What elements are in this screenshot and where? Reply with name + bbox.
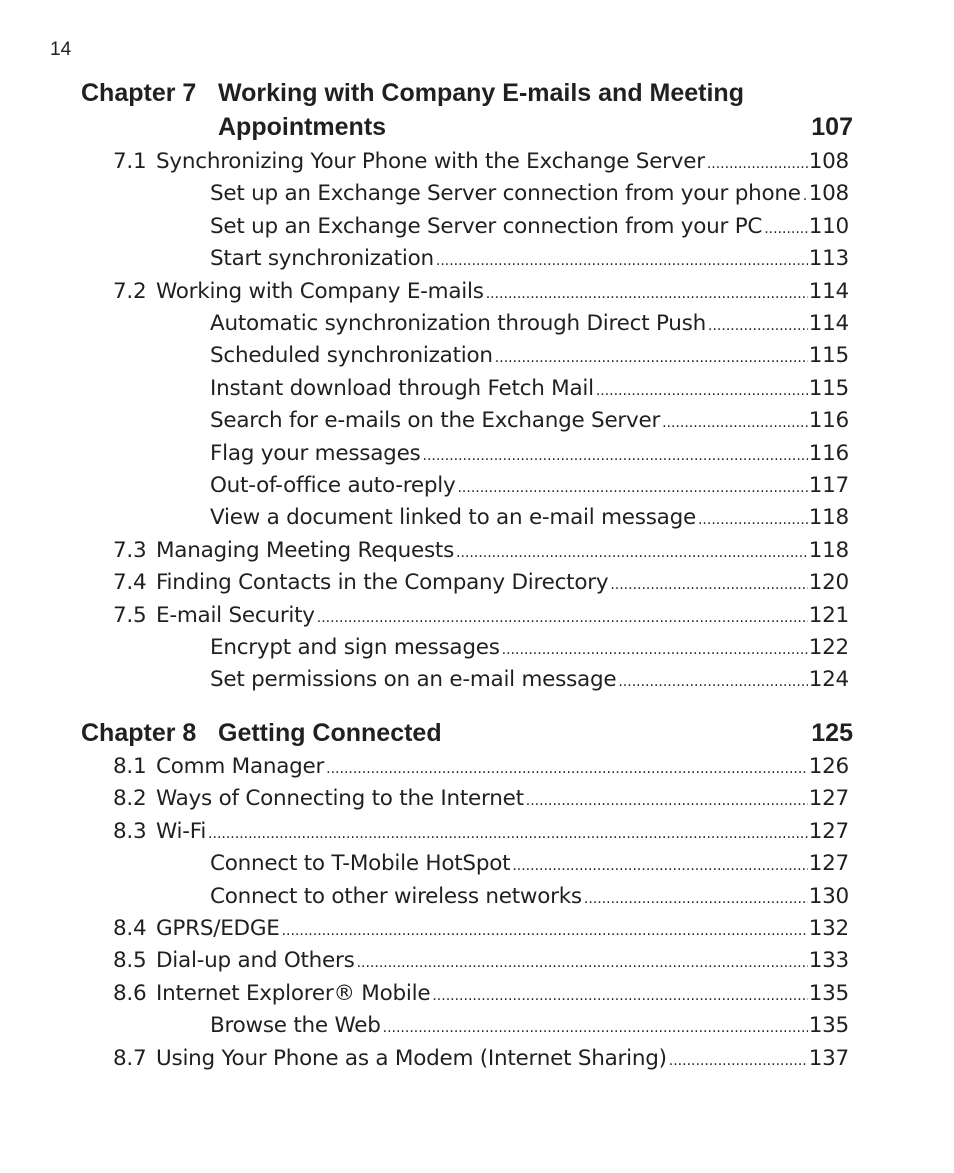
toc-entry bbox=[113, 535, 849, 567]
toc-entry-page: 127 bbox=[808, 851, 849, 877]
chapter-8-title: Getting Connected bbox=[218, 719, 442, 747]
dot-leader bbox=[383, 1012, 808, 1044]
toc-entry-page: 127 bbox=[808, 818, 849, 844]
toc-entry-page: 110 bbox=[808, 213, 849, 239]
chapter-7-number: Chapter 7 bbox=[81, 79, 197, 107]
dot-leader bbox=[708, 310, 808, 342]
chapter-8-heading bbox=[81, 716, 853, 750]
dot-leader bbox=[526, 785, 808, 817]
chapter-7-page: 107 bbox=[811, 113, 853, 141]
toc-entry-number: 7.2 bbox=[113, 278, 147, 304]
toc-entry bbox=[113, 913, 849, 945]
toc-entry-page: 122 bbox=[808, 635, 849, 660]
toc-entry-page: 118 bbox=[808, 537, 849, 563]
chapter-7-heading bbox=[81, 76, 853, 144]
dot-leader bbox=[456, 537, 808, 569]
dot-leader bbox=[357, 947, 808, 979]
toc-entry bbox=[113, 1043, 849, 1075]
dot-leader bbox=[596, 375, 808, 407]
dot-leader bbox=[208, 818, 808, 850]
toc-entry-label: Comm Manager bbox=[156, 754, 325, 779]
toc-entry-page: 113 bbox=[808, 246, 849, 272]
toc-entry-label: Flag your messages bbox=[210, 440, 421, 466]
toc-entry-label: Dial-up and Others bbox=[156, 948, 355, 974]
toc-entry-number: 7.1 bbox=[113, 149, 147, 174]
toc-entry-label: Managing Meeting Requests bbox=[156, 537, 455, 563]
toc-entry-label: Connect to other wireless networks bbox=[210, 883, 582, 909]
dot-leader bbox=[326, 753, 808, 785]
toc-entry bbox=[113, 751, 849, 783]
toc-entry bbox=[113, 276, 849, 308]
toc-entry-label: View a document linked to an e-mail message bbox=[210, 505, 696, 531]
toc-entry-page: 135 bbox=[808, 980, 849, 1006]
toc-entry bbox=[113, 978, 849, 1010]
toc-entry-page: 120 bbox=[808, 570, 849, 596]
toc-entry-page: 124 bbox=[808, 667, 849, 693]
toc-entry bbox=[210, 881, 849, 913]
toc-entry bbox=[210, 340, 849, 372]
dot-leader bbox=[436, 245, 808, 277]
toc-entry-label: Encrypt and sign messages bbox=[210, 635, 500, 660]
toc-entry-page: 137 bbox=[808, 1045, 849, 1071]
dot-leader bbox=[662, 407, 808, 439]
toc-entry bbox=[210, 405, 849, 437]
toc-entry-number: 8.2 bbox=[113, 786, 147, 812]
toc-entry-label: Search for e-mails on the Exchange Server bbox=[210, 408, 661, 434]
toc-entry-number: 8.5 bbox=[113, 948, 147, 974]
toc-entry bbox=[210, 211, 849, 243]
toc-entry-label: Connect to T-Mobile HotSpot bbox=[210, 851, 511, 877]
toc-entry-label: GPRS/EDGE bbox=[156, 916, 280, 941]
toc-entry-label: Instant download through Fetch Mail bbox=[210, 375, 594, 401]
toc-entry-label: Working with Company E-mails bbox=[156, 278, 484, 304]
toc-entry-label: Scheduled synchronization bbox=[210, 343, 493, 369]
dot-leader bbox=[698, 504, 808, 536]
toc-entry-page: 108 bbox=[808, 181, 849, 207]
toc-entry-page: 116 bbox=[808, 408, 849, 434]
toc-entry-page: 108 bbox=[808, 149, 849, 174]
toc-entry bbox=[210, 848, 849, 880]
toc-entry-label: Internet Explorer® Mobile bbox=[156, 980, 431, 1006]
toc-entry bbox=[210, 178, 849, 210]
toc-entry bbox=[210, 438, 849, 470]
toc-entry-label: Start synchronization bbox=[210, 246, 434, 272]
toc-entry-page: 116 bbox=[808, 440, 849, 466]
chapter-7-title-line-1: Working with Company E-mails and Meeting bbox=[218, 79, 744, 107]
dot-leader bbox=[486, 278, 808, 310]
dot-leader bbox=[495, 342, 808, 374]
toc-entry bbox=[210, 373, 849, 405]
toc-entry bbox=[113, 600, 849, 632]
toc-entry-number: 7.4 bbox=[113, 570, 147, 596]
toc-entry-label: Set up an Exchange Server connection from your PC bbox=[210, 213, 763, 239]
toc-entry-page: 126 bbox=[808, 754, 849, 779]
dot-leader bbox=[317, 602, 808, 634]
dot-leader bbox=[669, 1045, 808, 1077]
toc-entry-label: Set permissions on an e-mail message bbox=[210, 667, 617, 693]
toc-entry-number: 7.3 bbox=[113, 537, 147, 563]
toc-entry bbox=[210, 502, 849, 534]
toc-entry bbox=[210, 470, 849, 502]
dot-leader bbox=[502, 634, 808, 666]
toc-entry-label: Finding Contacts in the Company Directory bbox=[156, 570, 609, 596]
toc-entry-page: 115 bbox=[808, 343, 849, 369]
toc-entry-label: Synchronizing Your Phone with the Exchange Server bbox=[156, 149, 705, 174]
toc-entry bbox=[210, 632, 849, 664]
toc-entry bbox=[113, 816, 849, 848]
toc-entry-label: E-mail Security bbox=[156, 602, 315, 628]
toc-entry-page: 118 bbox=[808, 505, 849, 531]
page-number: 14 bbox=[50, 39, 72, 60]
toc-entry-label: Set up an Exchange Server connection from your phone bbox=[210, 181, 801, 207]
chapter-8-number: Chapter 8 bbox=[81, 719, 197, 747]
toc-entry-page: 114 bbox=[808, 278, 849, 304]
dot-leader bbox=[803, 180, 808, 212]
toc-entry-label: Automatic synchronization through Direct Push bbox=[210, 311, 707, 336]
toc-entry-label: Using Your Phone as a Modem (Internet Sharing) bbox=[156, 1045, 667, 1071]
dot-leader bbox=[512, 850, 807, 882]
dot-leader bbox=[764, 213, 808, 245]
toc-entry bbox=[210, 308, 849, 340]
toc-entry-number: 8.1 bbox=[113, 754, 147, 779]
toc-entry bbox=[113, 146, 849, 178]
toc-entry-number: 8.4 bbox=[113, 916, 147, 941]
toc-entry bbox=[113, 783, 849, 815]
toc-entry-page: 132 bbox=[808, 916, 849, 941]
toc-entry bbox=[210, 243, 849, 275]
toc-entry-page: 114 bbox=[808, 311, 849, 336]
toc-entry bbox=[210, 664, 849, 696]
dot-leader bbox=[610, 569, 807, 601]
toc-entry-label: Wi-Fi bbox=[156, 818, 207, 844]
toc-entry-label: Out-of-office auto-reply bbox=[210, 473, 456, 498]
toc-entry-page: 135 bbox=[808, 1013, 849, 1039]
toc-entry-number: 8.7 bbox=[113, 1045, 147, 1071]
chapter-7-title-line-2: Appointments bbox=[218, 113, 387, 141]
dot-leader bbox=[707, 148, 808, 180]
toc-entry-page: 130 bbox=[808, 883, 849, 909]
dot-leader bbox=[618, 666, 807, 698]
toc-entry bbox=[210, 1010, 849, 1042]
dot-leader bbox=[432, 980, 807, 1012]
dot-leader bbox=[282, 915, 808, 947]
toc-entry bbox=[113, 945, 849, 977]
toc-entry-page: 127 bbox=[808, 786, 849, 812]
toc-entry-page: 115 bbox=[808, 375, 849, 401]
toc-entry-label: Browse the Web bbox=[210, 1013, 381, 1039]
toc-entry-page: 133 bbox=[808, 948, 849, 974]
dot-leader bbox=[457, 472, 807, 504]
toc-entry-page: 117 bbox=[808, 473, 849, 498]
toc-entry bbox=[113, 567, 849, 599]
chapter-8-page: 125 bbox=[811, 719, 853, 747]
toc-entry-page: 121 bbox=[808, 602, 849, 628]
toc-entry-label: Ways of Connecting to the Internet bbox=[156, 786, 524, 812]
toc-entry-number: 8.3 bbox=[113, 818, 147, 844]
toc-entry-number: 7.5 bbox=[113, 602, 147, 628]
toc-entry-number: 8.6 bbox=[113, 980, 147, 1006]
dot-leader bbox=[584, 883, 808, 915]
dot-leader bbox=[423, 440, 808, 472]
